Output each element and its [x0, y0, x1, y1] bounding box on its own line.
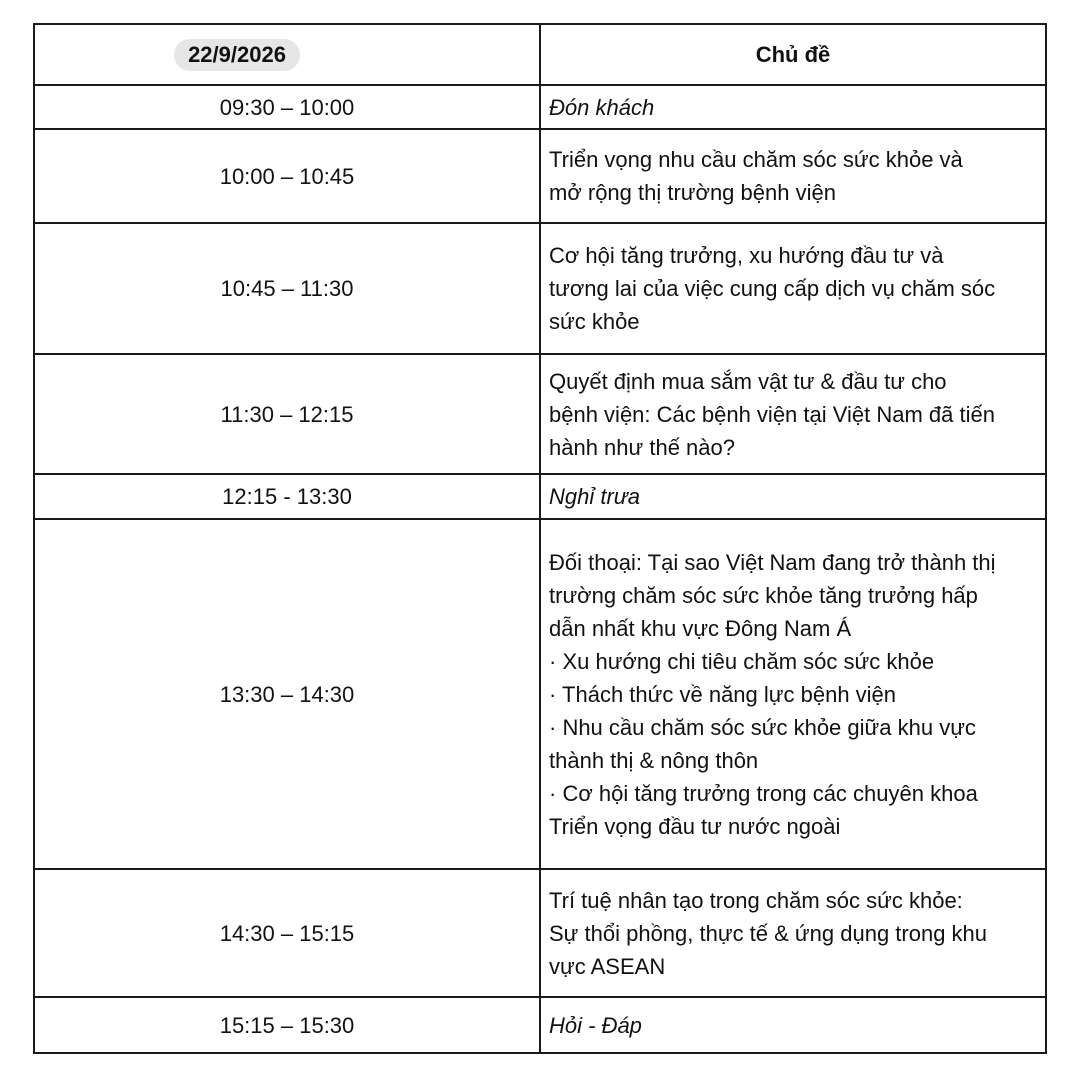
topic-line: Đón khách — [549, 94, 655, 120]
date-header-cell — [34, 24, 540, 85]
topic-cell — [540, 474, 1046, 519]
topic-line: · Cơ hội tăng trưởng trong các chuyên khoa — [549, 780, 978, 806]
topic-header-cell: Chủ đề — [540, 24, 1046, 85]
time-slot-cell: 11:30 – 12:15 — [34, 354, 540, 474]
topic-line: Triển vọng đầu tư nước ngoài — [549, 813, 841, 839]
topic-line: dẫn nhất khu vực Đông Nam Á — [549, 615, 852, 641]
table-row — [34, 869, 1046, 997]
table-row — [34, 129, 1046, 223]
table-header-row — [34, 24, 1046, 85]
table-row — [34, 223, 1046, 354]
topic-line: thành thị & nông thôn — [549, 747, 759, 773]
topic-line: mở rộng thị trường bệnh viện — [549, 180, 836, 205]
topic-line: trường chăm sóc sức khỏe tăng trưởng hấp — [549, 582, 978, 608]
table-row — [34, 85, 1046, 129]
topic-cell — [540, 869, 1046, 997]
time-slot-cell: 13:30 – 14:30 — [34, 519, 540, 869]
topic-cell — [540, 85, 1046, 129]
topic-cell — [540, 129, 1046, 223]
date-badge: 22/9/2026 — [174, 39, 300, 71]
topic-line: Cơ hội tăng trưởng, xu hướng đầu tư và — [549, 243, 944, 268]
topic-line: bệnh viện: Các bệnh viện tại Việt Nam đã tiến — [549, 401, 995, 427]
table-row — [34, 997, 1046, 1053]
topic-line: sức khỏe — [549, 309, 640, 334]
topic-line: Quyết định mua sắm vật tư & đầu tư cho — [549, 368, 947, 394]
agenda-body — [34, 85, 1046, 1053]
time-slot-cell: 15:15 – 15:30 — [34, 997, 540, 1053]
topic-line: · Xu hướng chi tiêu chăm sóc sức khỏe — [549, 648, 935, 674]
time-slot-cell: 10:45 – 11:30 — [34, 223, 540, 354]
table-row — [34, 474, 1046, 519]
topic-line: Triển vọng nhu cầu chăm sóc sức khỏe và — [549, 147, 963, 172]
topic-cell — [540, 997, 1046, 1053]
topic-cell — [540, 519, 1046, 869]
topic-line: tương lai của việc cung cấp dịch vụ chăm sóc — [549, 276, 996, 301]
topic-line: Nghỉ trưa — [549, 484, 640, 509]
time-slot-cell: 14:30 – 15:15 — [34, 869, 540, 997]
topic-line: hành như thế nào? — [549, 434, 736, 460]
topic-line: · Nhu cầu chăm sóc sức khỏe giữa khu vực — [549, 714, 976, 740]
table-row — [34, 519, 1046, 869]
time-slot-cell: 09:30 – 10:00 — [34, 85, 540, 129]
topic-line: Trí tuệ nhân tạo trong chăm sóc sức khỏe: — [549, 887, 963, 913]
topic-cell — [540, 354, 1046, 474]
time-slot-cell: 10:00 – 10:45 — [34, 129, 540, 223]
topic-line: vực ASEAN — [549, 953, 666, 979]
time-slot-cell: 12:15 - 13:30 — [34, 474, 540, 519]
topic-line: Sự thổi phồng, thực tế & ứng dụng trong khu — [549, 920, 988, 946]
topic-line: · Thách thức về năng lực bệnh viện — [549, 681, 897, 707]
table-row — [34, 354, 1046, 474]
topic-cell — [540, 223, 1046, 354]
topic-line: Hỏi - Đáp — [549, 1012, 642, 1038]
agenda-table — [33, 23, 1047, 1054]
topic-line: Đối thoại: Tại sao Việt Nam đang trở thành thị — [549, 549, 996, 575]
